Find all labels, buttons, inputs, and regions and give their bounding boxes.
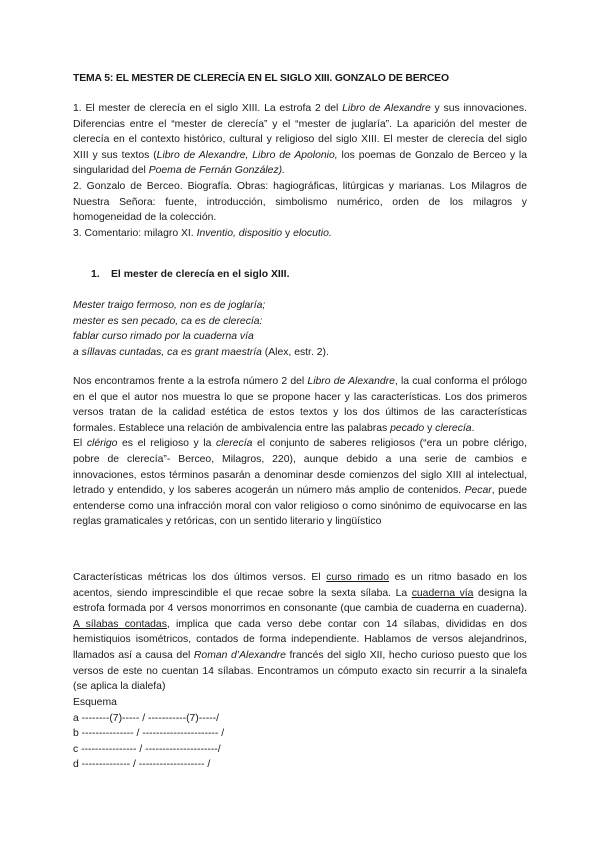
verse-line: fablar curso rimado por la cuaderna vía (73, 331, 254, 343)
paragraph-2: El clérigo es el religioso y la clerecía el conjunto de saberes religiosos (“era un pobre clérigo, pobre de clerecía”- Berceo, Milagros, 220), aunque debido a una serie de cambios e innovaciones, estos términos pasarán a denominar desde comienzos del siglo XIII al intelectual, letrado y entendido, y los saberes acogerán un número más amplio de contenidos. Pecar, puede entenderse como una infracción moral con valor religioso o como sinónimo de equivocarse en las reglas gramaticales y retóricas, con un sentido literario y lingüístico (73, 438, 528, 528)
verse-line: Mester traigo fermoso, non es de joglaría; (73, 300, 266, 311)
scheme-line: b --------------- / ---------------------- / (73, 728, 225, 740)
index-item-2: 2. Gonzalo de Berceo. Biografía. Obras: hagiográficas, litúrgicas y marianas. Los Milagros de Nuestra Señora: fuente, introducción, simbolismo numérico, orden de los milagros y homogeneidad de la colección. (73, 180, 527, 224)
document-title: TEMA 5: EL MESTER DE CLERECÍA EN EL SIGLO XIII. GONZALO DE BERCEO (73, 73, 449, 84)
metric-scheme (73, 695, 527, 773)
verse-citation: (Alex, estr. 2). (261, 347, 329, 359)
paragraph-3: Características métricas los dos últimos versos. El curso rimado es un ritmo basado en los acentos, siendo imprescindible el que recae sobre la sexta sílaba. La cuaderna vía designa la estrofa formada por 4 versos monorrimos en consonante (que cambia de cuaderna en cuaderna). A sílabas contadas, implica que cada verso debe contar con 14 sílabas, divididas en dos hemistiquios isométricos, contados de forma independiente. Hablamos de versos alejandrinos, llamados así a causa del Roman d’Alexandre francés del siglo XII, hecho curioso puesto que los versos de este no cuentan 14 sílabas. Encontramos un cómputo exacto sin recurrir a la sinalefa (se aplica la dialefa) (73, 572, 527, 693)
paragraph-analysis (73, 374, 527, 530)
topic-index (73, 101, 527, 241)
verse-quote (73, 298, 329, 361)
scheme-line: a --------(7)----- / -----------(7)-----/ (73, 712, 219, 724)
section-heading (91, 269, 289, 280)
verse-line: mester es sen pecado, ca es de clerecía: (73, 315, 263, 327)
scheme-line: d -------------- / ------------------- / (73, 759, 211, 771)
paragraph-metrics (73, 570, 527, 695)
paragraph-1: Nos encontramos frente a la estrofa número 2 del Libro de Alexandre, la cual conforma el prólogo en el que el autor nos muestra lo que se propone hacer y las características. Los dos primeros versos tratan de la calidad estética de estos textos y los dos últimos de las características formales. Establece una relación de ambivalencia entre las palabras pecado y clerecía. (73, 376, 527, 434)
index-item-3: 3. Comentario: milagro XI. Inventio, dispositio y elocutio. (73, 227, 332, 239)
verse-line: a síllavas cuntadas, ca es grant maestría (Alex, estr. 2). (73, 347, 329, 359)
index-item-1: 1. El mester de clerecía en el siglo XIII. La estrofa 2 del Libro de Alexandre y sus innovaciones. Diferencias entre el “mester de clerecía” y el “mester de juglaría”. La aparición del mester de clerecía en el contexto histórico, cultural y religioso del siglo XIII. El mester de clerecía del siglo XIII y sus textos (Libro de Alexandre, Libro de Apolonio, los poemas de Gonzalo de Berceo y la singularidad del Poema de Fernán González). (73, 103, 527, 177)
section-number: 1. (91, 269, 100, 280)
scheme-line: c ---------------- / ---------------------/ (73, 743, 221, 755)
scheme-label: Esquema (73, 697, 117, 708)
section-title: El mester de clerecía en el siglo XIII. (111, 269, 290, 280)
